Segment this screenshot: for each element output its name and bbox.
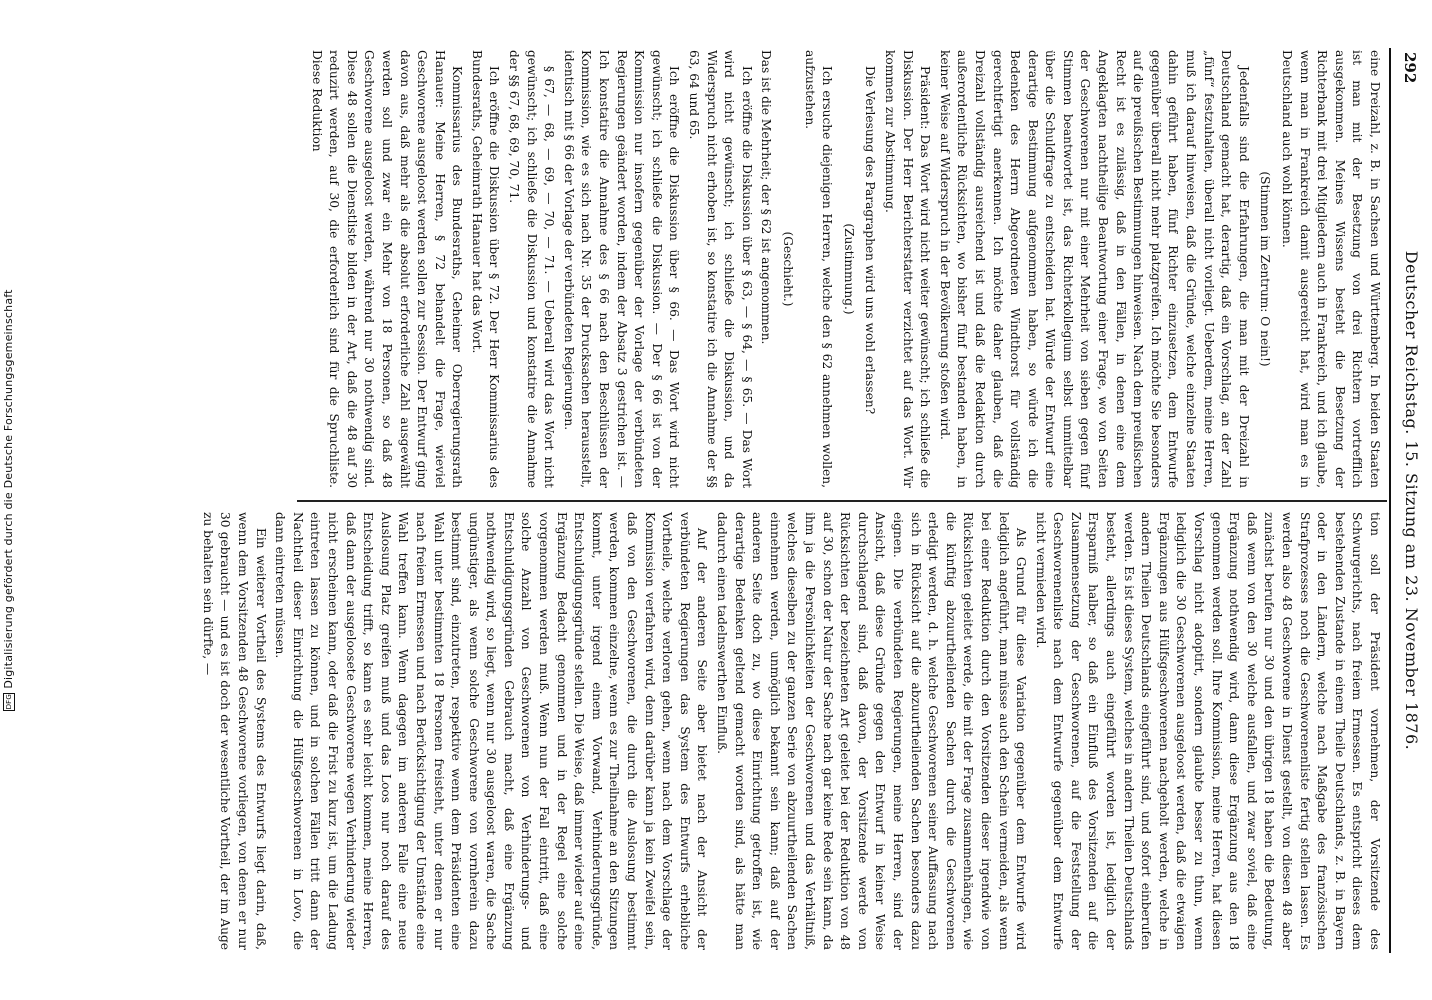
credit-text: Digitalisierung gefördert durch die Deutsche Forschungsgemeinschaft [2, 289, 15, 689]
paragraph: Auf der anderen Seite aber bietet nach der Ansicht der verbündeten Regierungen das System des Entwurfs erhebliche Vortheile, welche verloren gehen, wenn nach dem Vorschlage der Kommission verfahren wird, denn darüber kann ja kein Zweifel sein, daß von den Geschworenen, die durch die Auslosung bestimmt werden, kommen einzelne, wenn es zur Theilnahme an den Sitzungen kommt, unter irgend einem Vorwand, Verhinderungsgründe, Entschuldigungsgründe stellen. Die Weise, daß immer wieder auf eine Ergänzung Bedacht genommen und in der Regel eine solche vorgenommen werden muß. Wenn nun der Fall eintritt, daß eine solche Anzahl von Geschworenen von Verhinderungs- und Entschuldigungsgründen Gebrauch macht, daß eine Ergänzung nothwendig wird, so liegt, wenn nur 30 ausgeloost waren, die Sache ungünstiger, als wenn solche Geschworene von vornherein dazu bestimmt sind, einzutreten, respektive wenn dem Präsidenten eine Wahl unter bestimmten 18 Personen freisteht, unter denen er nur nach freiem Ermessen und nach Berücksichtigung der Umstände eine Wahl treffen kann. Wenn dagegen im anderen Falle eine neue Auslosung Platz greifen muß und das Loos nur noch darauf des Entscheidung trifft, so kann es sehr leicht kommen, meine Herren, daß dann der ausgeloosete Geschworene wegen Verhinderung wieder nicht erscheinen kann, oder daß die Frist zu kurz ist, um die Ladung eintreten lassen zu können, und in solchen Fällen tritt dann der Nachtheil dieser Einrichtung die Hülfsgeschworenen in Lovo, die dann eintreten müssen. [273, 512, 710, 950]
paragraph: Ich eröffne die Diskussion über § 66. — Das Wort wird nicht gewünscht; ich schließe die Diskussion. — Der § 66 ist von der Kommission nur insofern gegenüber der Vorlage der verbündeten Regierungen geändert worden, indem der Absatz 3 gestrichen ist. — Ich konstatire die Annahme des § 66 nach den Beschlüssen der Kommission, wie es sich nach Nr. 35 der Drucksachen herausstellt, identisch mit § 66 der Vorlage der verbündeten Regierungen. [561, 50, 682, 488]
stage-direction: (Stimmen im Zentrum: O nein!) [1258, 171, 1273, 367]
paragraph: Ich eröffne die Diskussion über § 72. Der Herr Kommissarius des Bundesraths, Geheimrath Hanauer hat das Wort. [469, 50, 502, 488]
dfg-logo: DFG [5, 693, 13, 710]
paragraph: Das ist die Mehrheit; der § 62 ist angenommen. [759, 50, 774, 345]
stage-direction: (Zustimmung.) [841, 223, 856, 315]
paragraph: Ich ersuche diejenigen Herren, welche den § 62 annehmen wollen, aufzustehen. [802, 50, 835, 488]
paragraph: Kommissarius des Bundesraths, Geheimer Oberregierungsrath Hanauer: Meine Herren, § 72 behandelt die Frage, wieviel Geschworene ausgeloost werden sollen zur Session. Der Entwurf ging davon aus, daß mehr als die absolut erforderliche Zahl ausgewählt werden soll und zwar ein Mehr von 18 Personen, so daß 48 Geschworene ausgeloost werden, während nur 30 nothwendig sind. Diese 48 sollen die Dienstliste bilden in der Art, daß die 48 auf 30 reduzirt werden, auf 30, die erforderlich sind für die Spruchliste. Diese Reduktion [309, 50, 465, 488]
stage-direction: (Geschieht.) [781, 231, 795, 307]
paragraph: Die Verlesung des Paragraphen wird uns wohl erlassen? [863, 66, 878, 415]
paragraph: Ein weiterer Vortheil des Systems des Entwurfs liegt darin, daß, wenn dem Vorsitzenden 48 Geschworene vorliegen, von denen er nur 30 gebraucht — und es ist doch der wesentliche Vortheil, der im Auge zu behalten sein dürfte, — [200, 512, 268, 950]
right-column [200, 512, 1383, 950]
credit-text-container [2, 10, 18, 990]
paragraph: § 67, — 68, — 69, — 70, — 71. — Ueberall wird das Wort nicht gewünscht; ich schließe die Diskussion und konstatire die Annahme der §§ 67, 68, 69, 70, 71. [507, 50, 557, 488]
paragraph: tion soll der Präsident vornehmen, der Vorsitzende des Schwurgerichts, nach freiem Ermessen. Es entspricht dieses dem bestehenden Zustande in einem Theile Deutschlands, z. B. in Bayern oder in den Ländern, welche nach Maßgabe des französischen Strafprozesses noch die Geschworenenliste fertig stellen lassen. Es werden also 48 Geschworene in Dienst gestellt, von diesen 48 aber zunächst berufen nur 30 und den übrigen 18 haben die Bedeutung, daß wenn von den 30 welche ausfallen, und zwar soviel, daß eine Ergänzung nothwendig wird, dann diese Ergänzung aus den 18 genommen werden soll. Ihre Kommission, meine Herren, hat diesen Vorschlag nicht adoptirt, sondern glaubte besser zu thun, wenn lediglich die 30 Geschworenen ausgeloost werden, daß die etwaigen Ergänzungen aus Hülfsgeschworenen nachgeholt werden, welche in andern Theilen Deutschlands eingeführt sind, und sofort einberufen werden. Es ist dieses System, welches in andern Theilen Deutschlands besteht, allerdings auch eingeführt worden ist, lediglich der Ersparniß halber, so daß ein Einfluß des Vorsitzenden auf die Zusammensetzung der Geschworenen, auf die Feststellung der Geschworenenliste nach dem Entwurfe gegenüber dem Entwurfe nicht vermieden wird. [1033, 512, 1382, 950]
column-rule [297, 500, 1387, 502]
left-column [303, 50, 1383, 488]
paragraph: Ich eröffne die Diskussion über § 63, — § 64, — § 65. — Das Wort wird nicht gewünscht; ich schließe die Diskussion, und da Widerspruch nicht erhoben ist, so konstatire ich die Annahme der §§ 63, 64 und 65. [687, 50, 754, 488]
running-head: Deutscher Reichstag. 15. Sitzung am 23. November 1876. [1402, 250, 1421, 751]
paragraph: Als Grund für diese Variation gegenüber dem Entwurfe wird lediglich angeführt, man müsse auch den Schein vermeiden, als wenn bei einer Reduktion durch den Vorsitzenden dieser irgendwie von Rücksichten geleitet werde, die mit der Frage zusammenhängen, wie die künftig abzuurtheilenden Sachen durch die Geschworenen erledigt werden, d. h. welche Geschworenen seiner Auffassung nach sich in Rücksicht auf die abzuurtheilenden Sachen besonders dazu eignen. Die verbündeten Regierungen, meine Herren, sind der Ansicht, daß diese Gründe gegen den Entwurf in keiner Weise durchschlagend sind, daß davon, der Vorsitzende werde von Rücksichten der bezeichneten Art geleitet bei der Reduktion von 48 auf 30, schon der Natur der Sache nach gar keine Rede sein kann, da ihm ja die Persönlichkeiten der Geschworenen und das Verhältniß, welches dieselben zu der ganzen Serie von abzuurtheilenden Sachen einnehmen werden, unmöglich bekannt sein kann; daß auf der anderen Seite doch zu, wo diese Einrichtung getroffen ist, wie derartige Bedenken geltend gemacht worden sind, als hätte man dadurch einen tadelnswerthen Einfluß. [715, 512, 1029, 950]
paragraph: Präsident: Das Wort wird nicht weiter gewünscht; ich schließe die Diskussion. Der Herr Berichterstatter verzichtet auf das Wort. Wir kommen zur Abstimmung. [882, 50, 933, 488]
digitization-credit [0, 0, 20, 1000]
page-header [1391, 48, 1427, 953]
document-page [200, 48, 1427, 953]
paragraph: Jedenfalls sind die Erfahrungen, die man mit der Dreizahl in Deutschland gemacht hat, derartig, daß ein Vorschlag, an der Zahl „fünf“ festzuhalten, überall nicht vorliegt. Ueberdem, meine Herren, muß ich darauf hinweisen, daß die Gründe, welche einzelne Staaten dahin geführt haben, fünf Richter einzusetzen, dem Entwurfe gegenüber überall nicht mehr platzgreifen. Ich möchte Sie besonders auf die preußischen Bestimmungen hinweisen. Nach dem preußischen Recht ist es zulässig, daß in den Fällen, in denen eine dem Angeklagten nachtheilige Beantwortung einer Frage, wo von Seiten der Geschworenen nur mit einer Mehrheit von sieben gegen fünf Stimmen beantwortet ist, das Richterkollegium selbst unmittelbar über die Schuldfrage zu entscheiden hat. Würde der Entwurf eine derartige Bestimmung aufgenommen haben, so würde ich die Bedenken des Herrn Abgeordneten Windthorst für vollständig gerechtfertigt anerkennen. Ich möchte daher glauben, daß die Dreizahl vollständig ausreichend ist und daß die Redaktion durch außerordentliche Rücksichten, wo bisher fünf bestanden haben, in keiner Weise auf Widerspruch in der Bevölkerung stoßen wird. [937, 50, 1251, 488]
header-rule [1389, 48, 1391, 953]
page-number: 292 [1401, 52, 1419, 84]
paragraph: eine Dreizahl, z. B. in Sachsen und Württemberg. In beiden Staaten ist man mit der Besetzung von drei Richtern vortrefflich ausgekommen. Meines Wissens besteht die Besetzung der Richterbank mit drei Mitgliedern auch in Frankreich, und ich glaube, wenn man in Frankreich damit ausgereicht hat, wird man es in Deutschland auch wohl können. [1280, 50, 1382, 488]
